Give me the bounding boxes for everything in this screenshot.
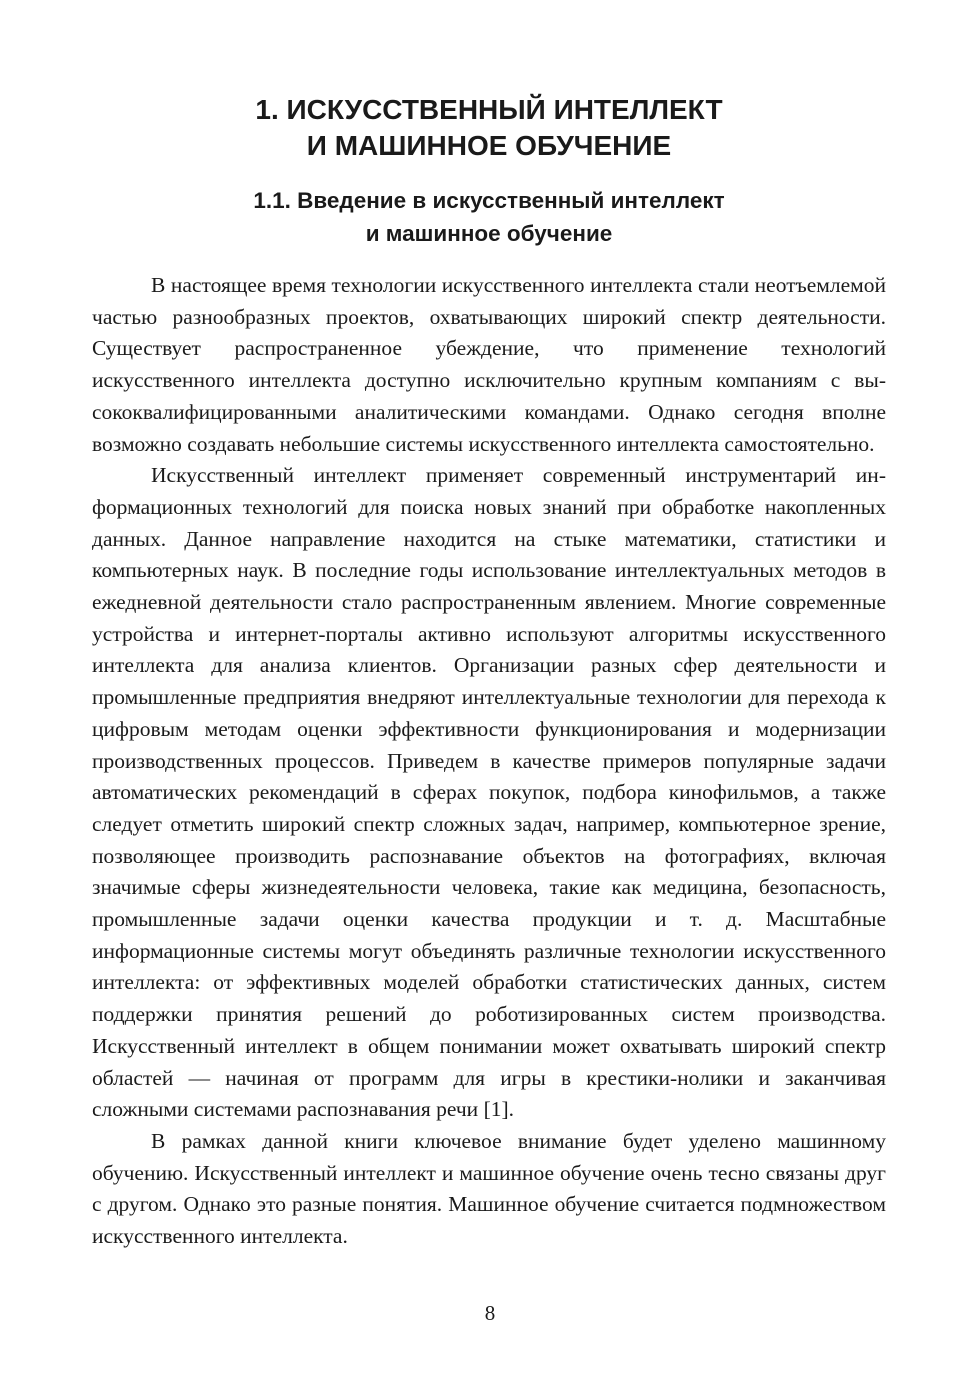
chapter-title-line-2: И МАШИННОЕ ОБУЧЕНИЕ xyxy=(306,130,672,161)
section-title xyxy=(92,184,886,250)
paragraph: В настоящее время технологии искусственного интеллекта стали неотъемлемой частью разнообразных проектов, охватывающих широкий спектр деятельности. Существует распространенное убеждение, что применение технологий искусственного интеллекта доступно исключительно крупным компаниям с высококвалифицированными аналитическими командами. Однако сегодня вполне возможно создавать небольшие системы искусственного интеллекта самостоятельно. xyxy=(92,273,886,456)
body-text xyxy=(92,270,886,1253)
chapter-title-line-1: 1. ИСКУССТВЕННЫЙ ИНТЕЛЛЕКТ xyxy=(255,94,723,125)
section-title-line-1: 1.1. Введение в искусственный интеллект xyxy=(253,188,725,213)
section-title-line-2: и машинное обучение xyxy=(365,221,613,246)
paragraph: Искусственный интеллект применяет современный инструментарий информационных технологий для поиска новых знаний при обработке накопленных данных. Данное направление находится на стыке математики, статистики и компьютерных наук. В последние годы использование интеллектуальных методов в ежедневной деятельности стало распространенным явлением. Многие современные устройства и интернет-порталы активно используют алгоритмы искусственного интеллекта для анализа клиентов. Организации разных сфер деятельности и промышленные предприятия внедряют интеллектуальные технологии для перехода к цифровым методам оценки эффективности функционирования и модернизации производственных процессов. Приведем в качестве примеров популярные задачи автоматических рекомендаций в сферах покупок, подбора кинофильмов, а также следует отметить широкий спектр сложных задач, например, компьютерное зрение, позволяющее производить распознавание объектов на фотографиях, включая значимые сферы жизнедеятельности человека, такие как медицина, безопасность, промышленные задачи оценки качества продукции и т. д. Масштабные информационные системы могут объединять различные технологии искусственного интеллекта: от эффективных моделей обработки статистических данных, систем поддержки принятия решений до роботизированных систем производства. Искусственный интеллект в общем понимании может охватывать широкий спектр областей — начиная от программ для игры в крестики-нолики и заканчивая сложными системами распознавания речи [1]. xyxy=(92,463,886,1122)
page-content xyxy=(92,88,886,1253)
page-number: 8 xyxy=(484,1301,496,1325)
chapter-title xyxy=(92,88,886,164)
paragraph: В рамках данной книги ключевое внимание будет уделено машинному обучению. Искусственный интеллект и машинное обучение очень тесно связаны друг с другом. Однако это разные понятия. Машинное обучение считается подмножеством искусственного интеллекта. xyxy=(92,1128,886,1249)
